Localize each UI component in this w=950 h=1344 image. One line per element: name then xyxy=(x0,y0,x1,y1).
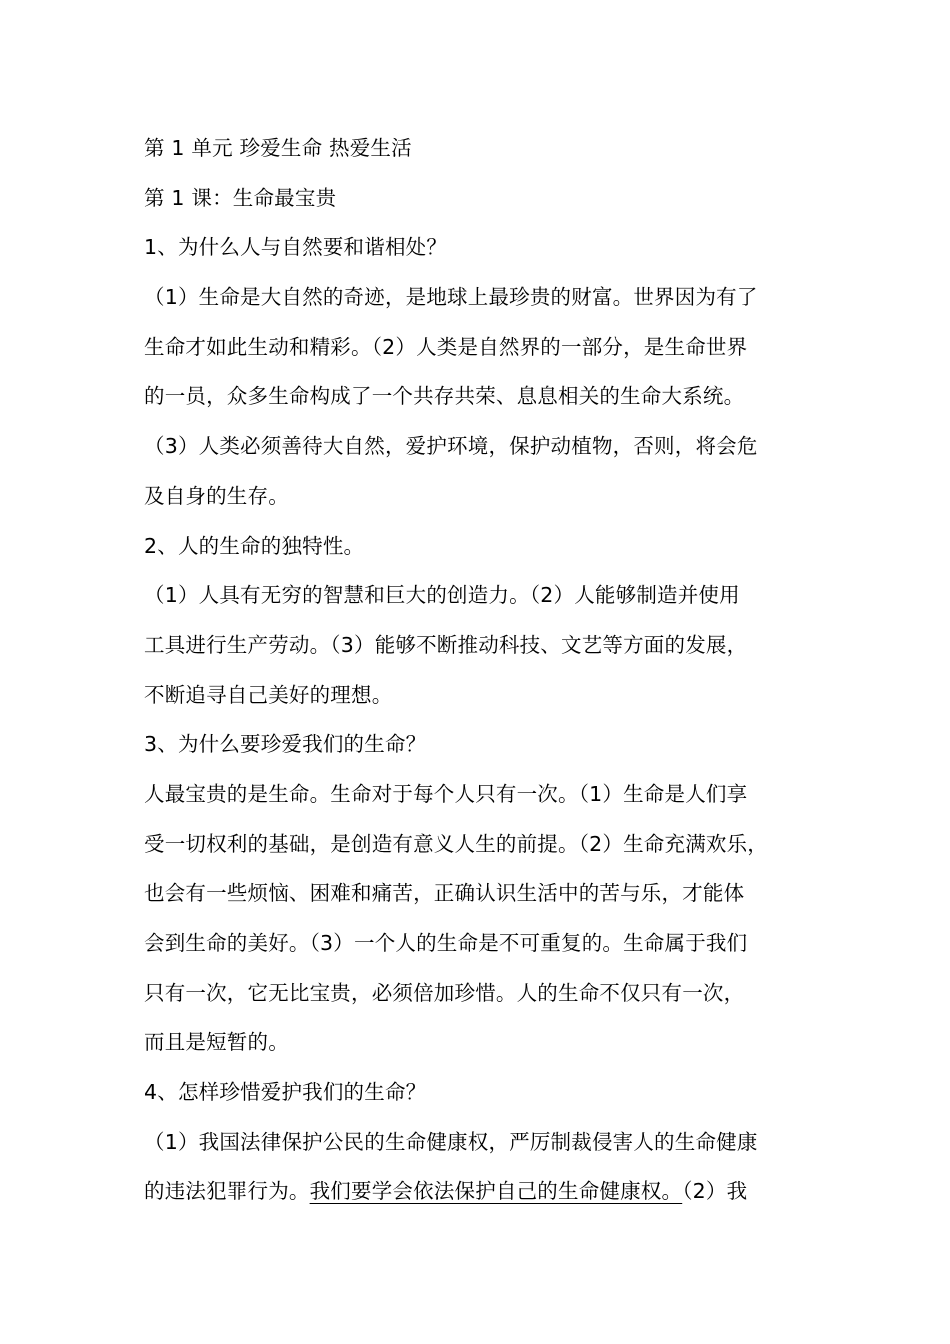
text-segment: 的违法犯罪行为。 xyxy=(144,1179,310,1204)
text-line: 也会有一些烦恼、困难和痛苦，正确认识生活中的苦与乐，才能体 xyxy=(144,881,745,906)
text-line: 不断追寻自己美好的理想。 xyxy=(144,682,393,707)
text-line: 生命才如此生动和精彩。（2）人类是自然界的一部分，是生命世界 xyxy=(144,334,748,359)
text-line: 受一切权利的基础，是创造有意义人生的前提。（2）生命充满欢乐， xyxy=(144,831,768,856)
lesson-title: 第 1 课：生命最宝贵 xyxy=(144,185,337,210)
document-body xyxy=(144,124,834,1217)
text-line: 工具进行生产劳动。（3）能够不断推动科技、文艺等方面的发展， xyxy=(144,632,748,657)
underlined-text: 我们要学会依法保护自己的生命健康权。 xyxy=(309,1179,683,1204)
text-line: 只有一次，它无比宝贵，必须倍加珍惜。人的生命不仅只有一次， xyxy=(144,980,745,1005)
text-line: 及自身的生存。 xyxy=(144,483,289,508)
text-line-last xyxy=(144,1167,834,1217)
text-line: 会到生命的美好。（3）一个人的生命是不可重复的。生命属于我们 xyxy=(144,931,748,955)
text-line: （1）我国法律保护公民的生命健康权，严厉制裁侵害人的生命健康 xyxy=(144,1129,758,1154)
question-1-heading: 1、为什么人与自然要和谐相处？ xyxy=(144,235,448,260)
text-line: 的一员，众多生命构成了一个共存共荣、息息相关的生命大系统。 xyxy=(144,384,745,409)
text-line: （1）生命是大自然的奇迹，是地球上最珍贵的财富。世界因为有了 xyxy=(144,285,758,310)
question-3-heading: 3、为什么要珍爱我们的生命？ xyxy=(144,732,427,757)
question-4-heading: 4、怎样珍惜爱护我们的生命？ xyxy=(144,1080,427,1105)
question-2-heading: 2、人的生命的独特性。 xyxy=(144,533,365,558)
text-line: （1）人具有无穷的智慧和巨大的创造力。（2）人能够制造并使用 xyxy=(144,583,740,608)
text-line: 人最宝贵的是生命。生命对于每个人只有一次。（1）生命是人们享 xyxy=(144,781,748,806)
text-line: （3）人类必须善待大自然，爱护环境，保护动植物，否则，将会危 xyxy=(144,434,758,459)
unit-title: 第 1 单元 珍爱生命 热爱生活 xyxy=(144,136,412,160)
text-line: 而且是短暂的。 xyxy=(144,1030,289,1055)
text-segment: （2）我 xyxy=(682,1179,748,1204)
